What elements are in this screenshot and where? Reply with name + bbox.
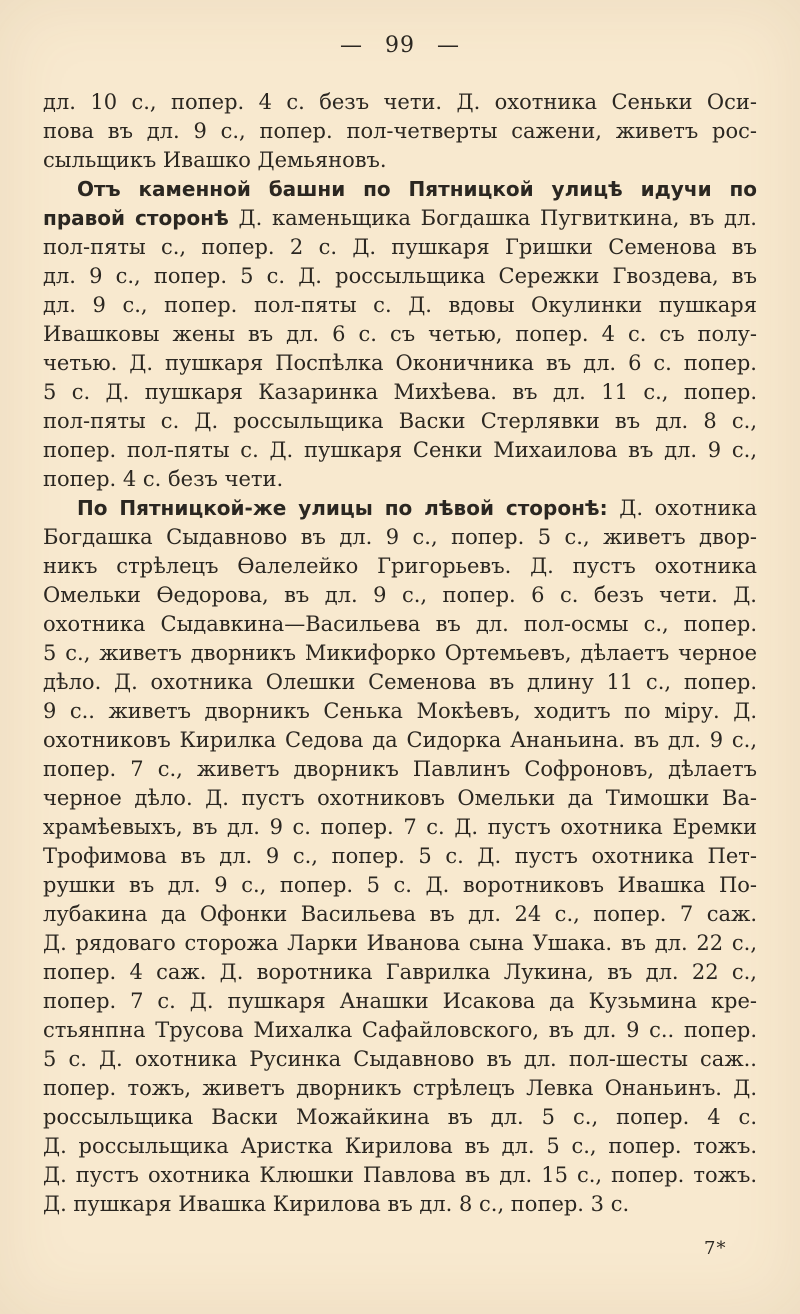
text-line xyxy=(43,552,757,581)
text-line xyxy=(43,349,757,378)
text-segment: дѣло. Д. охотника Олешки Семенова въ длину 11 с., попер. xyxy=(43,670,757,694)
text-line xyxy=(43,1103,757,1132)
text-segment: дл. 9 с., попер. 5 с. Д. россыльщика Сережки Гвоздева, въ xyxy=(43,264,757,288)
text-line xyxy=(43,755,757,784)
text-line xyxy=(43,88,757,117)
text-line xyxy=(43,929,757,958)
text-segment: рушки въ дл. 9 с., попер. 5 с. Д. воротниковъ Ивашка По- xyxy=(43,873,757,897)
paragraph xyxy=(43,88,757,175)
text-segment: пол-пяты с. Д. россыльщика Васки Стерлявки въ дл. 8 с., xyxy=(43,409,757,433)
book-page xyxy=(43,0,757,1314)
text-segment: попер. пол-пяты с. Д. пушкаря Сенки Михаилова въ дл. 9 с., xyxy=(43,438,757,462)
text-line xyxy=(43,697,757,726)
text-line xyxy=(43,378,757,407)
text-line xyxy=(43,581,757,610)
text-line xyxy=(43,320,757,349)
text-segment: Д. россыльщика Аристка Кирилова въ дл. 5 с., попер. тожъ. xyxy=(43,1134,757,1158)
heading-segment: правой сторонѣ xyxy=(43,206,229,230)
text-segment: охотниковъ Кирилка Седова да Сидорка Ананьина. въ дл. 9 с., xyxy=(43,728,757,752)
text-line xyxy=(43,1190,757,1219)
text-segment: Д. пустъ охотника Клюшки Павлова въ дл. 15 с., попер. тожъ. xyxy=(43,1163,757,1187)
text-line xyxy=(43,668,757,697)
text-segment: попер. 7 с. Д. пушкаря Анашки Исакова да Кузьмина кре- xyxy=(43,989,757,1013)
text-segment: черное дѣло. Д. пустъ охотниковъ Омельки да Тимошки Ва- xyxy=(43,786,757,810)
text-segment: Богдашка Сыдавново въ дл. 9 с., попер. 5 с., живетъ двор- xyxy=(43,525,757,549)
text-segment: Д. рядоваго сторожа Ларки Иванова сына Ушака. въ дл. 22 с., xyxy=(43,931,757,955)
text-segment: стьянпна Трусова Михалка Сафайловского, въ дл. 9 с.. попер. xyxy=(43,1018,757,1042)
text-segment: четью. Д. пушкаря Поспѣлка Оконичника въ дл. 6 с. попер. xyxy=(43,351,757,375)
text-segment: дл. 10 с., попер. 4 с. безъ чети. Д. охотника Сеньки Оси- xyxy=(43,90,757,114)
text-segment: 5 с. Д. пушкаря Казаринка Михѣева. въ дл. 11 с., попер. xyxy=(43,380,757,404)
text-line xyxy=(43,262,757,291)
paragraph xyxy=(43,494,757,1219)
text-segment: 9 с.. живетъ дворникъ Сенька Мокѣевъ, ходитъ по міру. Д. xyxy=(43,699,757,723)
text-segment: никъ стрѣлецъ Ѳалелейко Григорьевъ. Д. пустъ охотника xyxy=(43,554,757,578)
text-segment: Трофимова въ дл. 9 с., попер. 5 с. Д. пустъ охотника Пет- xyxy=(43,844,757,868)
text-line xyxy=(43,436,757,465)
text-segment: дл. 9 с., попер. пол-пяты с. Д. вдовы Окулинки пушкаря xyxy=(43,293,757,317)
text-line xyxy=(43,1016,757,1045)
text-line xyxy=(43,871,757,900)
signature-mark: 7* xyxy=(704,1238,727,1259)
text-line xyxy=(43,1045,757,1074)
text-line xyxy=(43,1074,757,1103)
text-line xyxy=(43,146,757,175)
text-line xyxy=(43,726,757,755)
text-line xyxy=(43,465,757,494)
text-segment: лубакина да Офонки Васильева въ дл. 24 с., попер. 7 саж. xyxy=(43,902,757,926)
text-segment: Д. пушкаря Ивашка Кирилова въ дл. 8 с., попер. 3 с. xyxy=(43,1192,630,1216)
text-segment: Д. каменьщика Богдашка Пугвиткина, въ дл. xyxy=(228,206,757,230)
text-segment: 5 с. Д. охотника Русинка Сыдавново въ дл. пол-шесты саж.. xyxy=(43,1047,757,1071)
text-line xyxy=(43,291,757,320)
text-segment: Д. охотника xyxy=(607,496,757,520)
text-line xyxy=(43,900,757,929)
text-line xyxy=(43,233,757,262)
text-block xyxy=(43,88,757,1219)
text-line xyxy=(43,494,757,523)
text-line xyxy=(43,958,757,987)
text-segment: Омельки Ѳедорова, въ дл. 9 с., попер. 6 с. безъ чети. Д. xyxy=(43,583,757,607)
text-line xyxy=(43,813,757,842)
text-line xyxy=(43,117,757,146)
text-segment: попер. 4 саж. Д. воротника Гаврилка Лукина, въ дл. 22 с., xyxy=(43,960,757,984)
text-segment: попер. 7 с., живетъ дворникъ Павлинъ Софроновъ, дѣлаетъ xyxy=(43,757,757,781)
text-segment: охотника Сыдавкина—Васильева въ дл. пол-осмы с., попер. xyxy=(43,612,757,636)
text-segment: пова въ дл. 9 с., попер. пол-четверты сажени, живетъ рос- xyxy=(43,119,757,143)
text-segment: 5 с., живетъ дворникъ Микифорко Ортемьевъ, дѣлаетъ черное xyxy=(43,641,757,665)
text-line xyxy=(43,639,757,668)
text-line xyxy=(43,987,757,1016)
text-line xyxy=(43,175,757,204)
text-line xyxy=(43,1132,757,1161)
text-segment: храмѣевыхъ, въ дл. 9 с. попер. 7 с. Д. пустъ охотника Еремки xyxy=(43,815,757,839)
paragraph xyxy=(43,175,757,494)
text-segment: пол-пяты с., попер. 2 с. Д. пушкаря Гришки Семенова въ xyxy=(43,235,757,259)
heading-segment: По Пятницкой-же улицы по лѣвой сторонѣ: xyxy=(77,496,608,520)
text-segment: россыльщика Васки Можайкина въ дл. 5 с., попер. 4 с. xyxy=(43,1105,757,1129)
text-segment: попер. 4 с. безъ чети. xyxy=(43,467,284,491)
page-number: — 99 — xyxy=(340,33,460,58)
text-line xyxy=(43,784,757,813)
text-line xyxy=(43,523,757,552)
text-line xyxy=(43,842,757,871)
text-segment: сыльщикъ Ивашко Демьяновъ. xyxy=(43,148,387,172)
text-segment: Ивашковы жены въ дл. 6 с. съ четью, попер. 4 с. съ полу- xyxy=(43,322,757,346)
text-line xyxy=(43,1161,757,1190)
text-line xyxy=(43,204,757,233)
text-line xyxy=(43,407,757,436)
text-segment: попер. тожъ, живетъ дворникъ стрѣлецъ Левка Онаньинъ. Д. xyxy=(43,1076,757,1100)
heading-segment: Отъ каменной башни по Пятницкой улицѣ идучи по xyxy=(77,177,757,201)
text-line xyxy=(43,610,757,639)
